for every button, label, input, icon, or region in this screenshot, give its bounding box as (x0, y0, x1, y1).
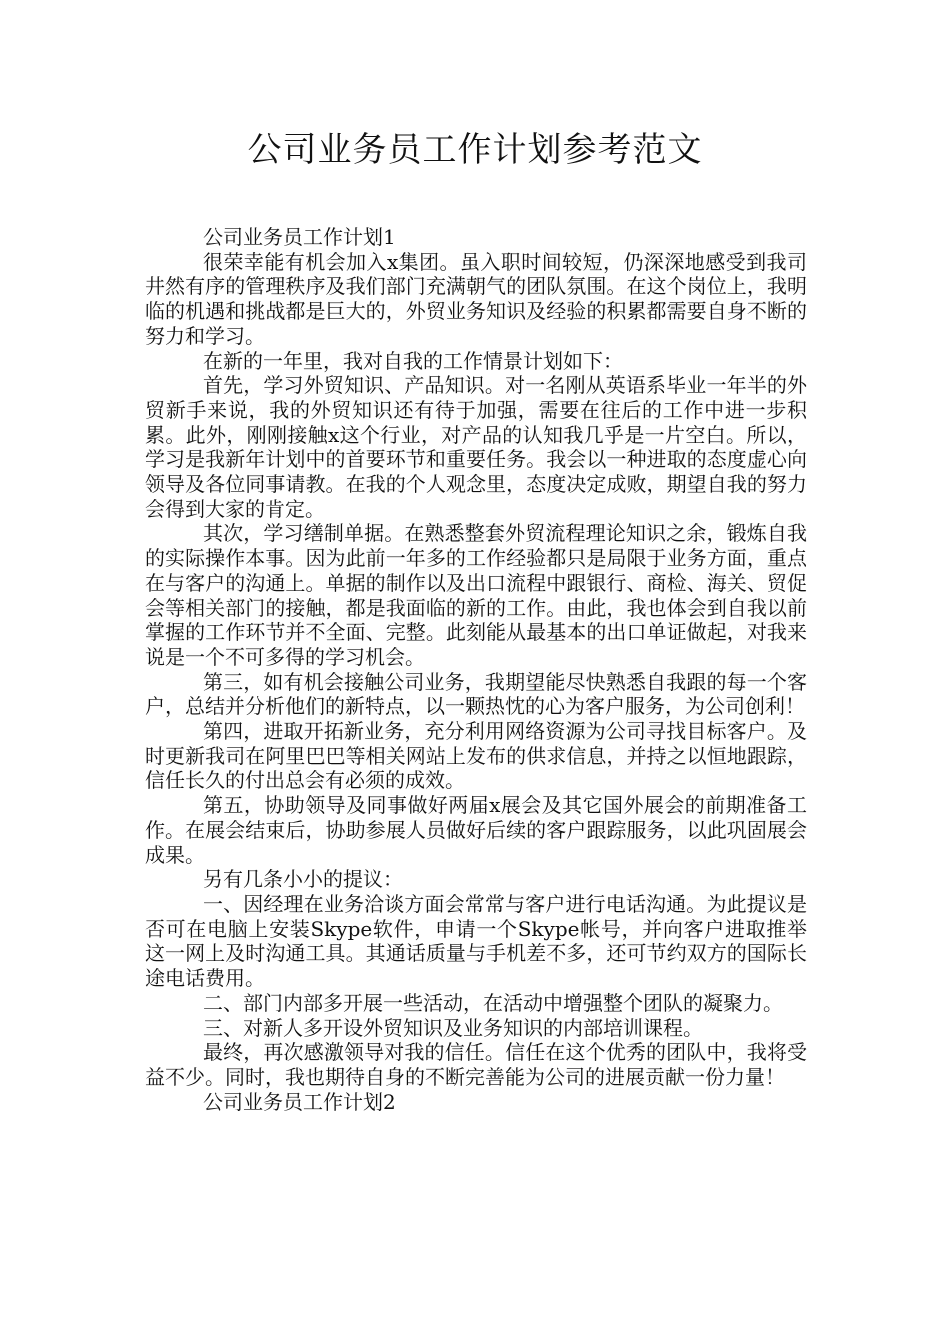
paragraph-plan-lead: 在新的一年里，我对自我的工作情景计划如下： (203, 348, 623, 373)
paragraph-fourth: 第四，进取开拓新业务，充分利用网络资源为公司寻找目标客户。及时更新我司在阿里巴巴等相关网站上发布的供求信息，并持之以恒地跟踪，信任长久的付出总会有必须的成效。 (145, 719, 807, 793)
section-heading-plan-1: 公司业务员工作计划1 (203, 225, 396, 249)
paragraph-third: 第三，如有机会接触公司业务，我期望能尽快熟悉自我跟的每一个客户，总结并分析他们的新特点，以一颗热忱的心为客户服务，为公司创利！ (145, 669, 807, 719)
document-title: 公司业务员工作计划参考范文 (247, 130, 703, 170)
paragraph-second: 其次，学习缮制单据。在熟悉整套外贸流程理论知识之余，锻炼自我的实际操作本事。因为此前一年多的工作经验都只是局限于业务方面，重点在与客户的沟通上。单据的制作以及出口流程中跟银行、商检、海关、贸促会等相关部门的接触，都是我面临的新的工作。由此，我也体会到自我以前掌握的工作环节并不全面、完整。此刻能从最基本的出口单证做起，对我来说是一个不可多得的学习机会。 (145, 521, 807, 669)
document-body (145, 225, 807, 1114)
paragraph-suggestion-2: 二、部门内部多开展一些活动，在活动中增强整个团队的凝聚力。 (203, 990, 783, 1015)
paragraph-fifth: 第五，协助领导及同事做好两届x展会及其它国外展会的前期准备工作。在展会结束后，协助参展人员做好后续的客户跟踪服务，以此巩固展会成果。 (145, 793, 807, 867)
paragraph-suggestion-1: 一、因经理在业务洽谈方面会常常与客户进行电话沟通。为此提议是否可在电脑上安装Skype软件，申请一个Skype帐号，并向客户进取推举这一网上及时沟通工具。其通话质量与手机差不多，还可节约双方的国际长途电话费用。 (145, 891, 807, 991)
paragraph-closing: 最终，再次感激领导对我的信任。信任在这个优秀的团队中，我将受益不少。同时，我也期待自身的不断完善能为公司的进展贡献一份力量！ (145, 1040, 807, 1089)
paragraph-first: 首先，学习外贸知识、产品知识。对一名刚从英语系毕业一年半的外贸新手来说，我的外贸知识还有待于加强，需要在往后的工作中进一步积累。此外，刚刚接触x这个行业，对产品的认知我几乎是一片空白。所以，学习是我新年计划中的首要环节和重要任务。我会以一种进取的态度虚心向领导及各位同事请教。在我的个人观念里，态度决定成败，期望自我的努力会得到大家的肯定。 (145, 373, 807, 521)
paragraph-suggestions-lead: 另有几条小小的提议： (203, 867, 403, 892)
paragraph-suggestion-3: 三、对新人多开设外贸知识及业务知识的内部培训课程。 (203, 1015, 703, 1040)
section-heading-plan-2: 公司业务员工作计划2 (203, 1089, 396, 1114)
paragraph-intro: 很荣幸能有机会加入x集团。虽入职时间较短，仍深深地感受到我司井然有序的管理秩序及我们部门充满朝气的团队氛围。在这个岗位上，我明临的机遇和挑战都是巨大的，外贸业务知识及经验的积累都需要自身不断的努力和学习。 (145, 249, 807, 348)
